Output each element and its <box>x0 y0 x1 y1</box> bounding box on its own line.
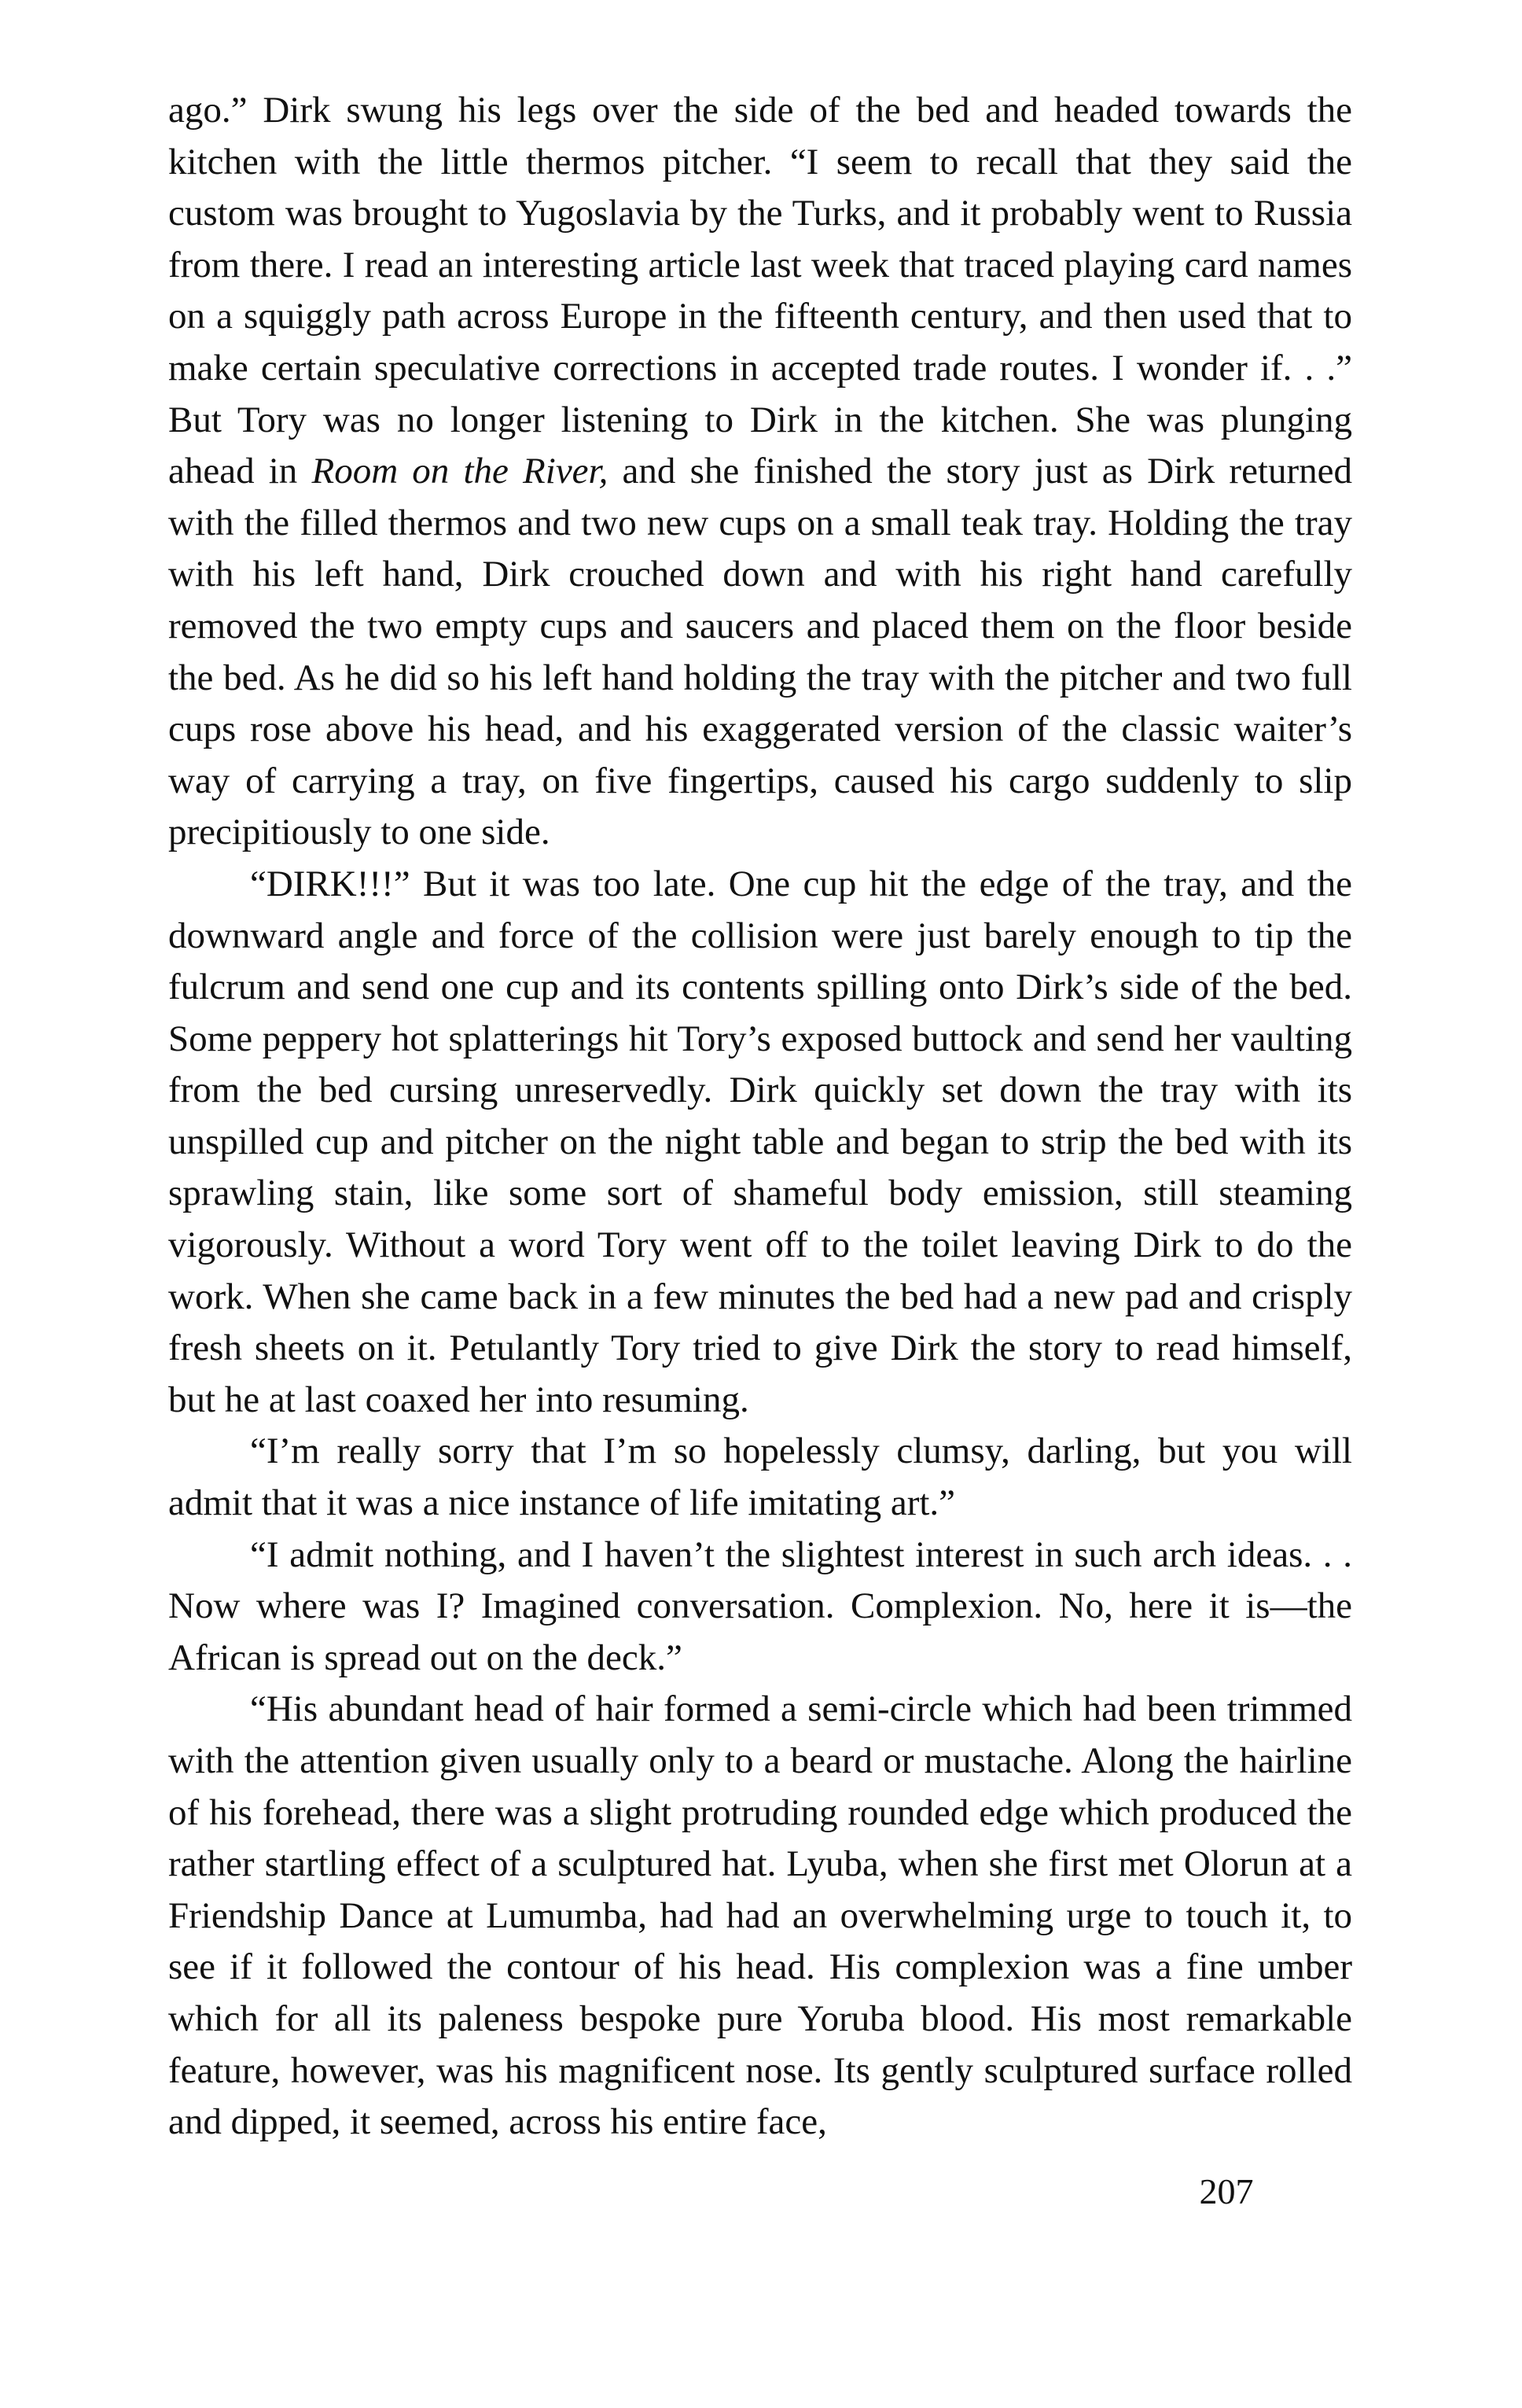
paragraph-1-text-end: and she finished the story just as Dirk returned with the filled thermos and two new cups on a small teak tray. Holding the tray with his left hand, Dirk crouched down and with his right hand carefully removed the two empty cups and saucers and placed them on the floor beside the bed. As he did so his left hand holding the tray with the pitcher and two full cups rose above his head, and his exaggerated version of the classic waiter’s way of carrying a tray, on five fingertips, caused his cargo suddenly to slip precipitiously to one side. <box>168 451 1353 853</box>
body-text <box>168 85 1352 2148</box>
paragraph-1 <box>168 85 1352 859</box>
paragraph-1-text-start: ago.” Dirk swung his legs over the side of the bed and headed towards the kitchen with the little thermos pitcher. “I seem to recall that they said the custom was brought to Yugoslavia by the Turks, and it probably went to Russia from there. I read an interesting article last week that traced playing card names on a squiggly path across Europe in the fifteenth century, and then used that to make certain speculative corrections in accepted trade routes. I wonder if. . .” But Tory was no longer listening to Dirk in the kitchen. She was plunging ahead in <box>168 90 1352 492</box>
paragraph-4: “I admit nothing, and I haven’t the slightest interest in such arch ideas. . . Now where was I? Imagined conversation. Complexion. No, here it is—the African is spread out on the deck.” <box>168 1534 1352 1678</box>
paragraph-3: “I’m really sorry that I’m so hopelessly clumsy, darling, but you will admit that it was a nice instance of life imitating art.” <box>168 1430 1352 1524</box>
paragraph-5: “His abundant head of hair formed a semi-circle which had been trimmed with the attention given usually only to a beard or mustache. Along the hairline of his forehead, there was a slight protruding rounded edge which produced the rather startling effect of a sculptured hat. Lyuba, when she first met Olorun at a Friendship Dance at Lumumba, had had an overwhelming urge to touch it, to see if it followed the contour of his head. His complexion was a fine umber which for all its paleness bespoke pure Yoruba blood. His most remarkable feature, however, was his magnificent nose. Its gently sculptured surface rolled and dipped, it seemed, across his entire face, <box>168 1688 1352 2143</box>
page-number: 207 <box>1199 2171 1254 2211</box>
book-title-italic: Room on the River, <box>311 451 608 492</box>
paragraph-2: “DIRK!!!” But it was too late. One cup hit the edge of the tray, and the downward angle and force of the collision were just barely enough to tip the fulcrum and send one cup and its contents spilling onto Dirk’s side of the bed. Some peppery hot splatterings hit Tory’s exposed buttock and send her vaulting from the bed cursing unreservedly. Dirk quickly set down the tray with its unspilled cup and pitcher on the night table and began to strip the bed with its sprawling stain, like some sort of shameful body emission, still steaming vigorously. Without a word Tory went off to the toilet leaving Dirk to do the work. When she came back in a few minutes the bed had a new pad and crisply fresh sheets on it. Petulantly Tory tried to give Dirk the story to read himself, but he at last coaxed her into resuming. <box>168 863 1352 1420</box>
